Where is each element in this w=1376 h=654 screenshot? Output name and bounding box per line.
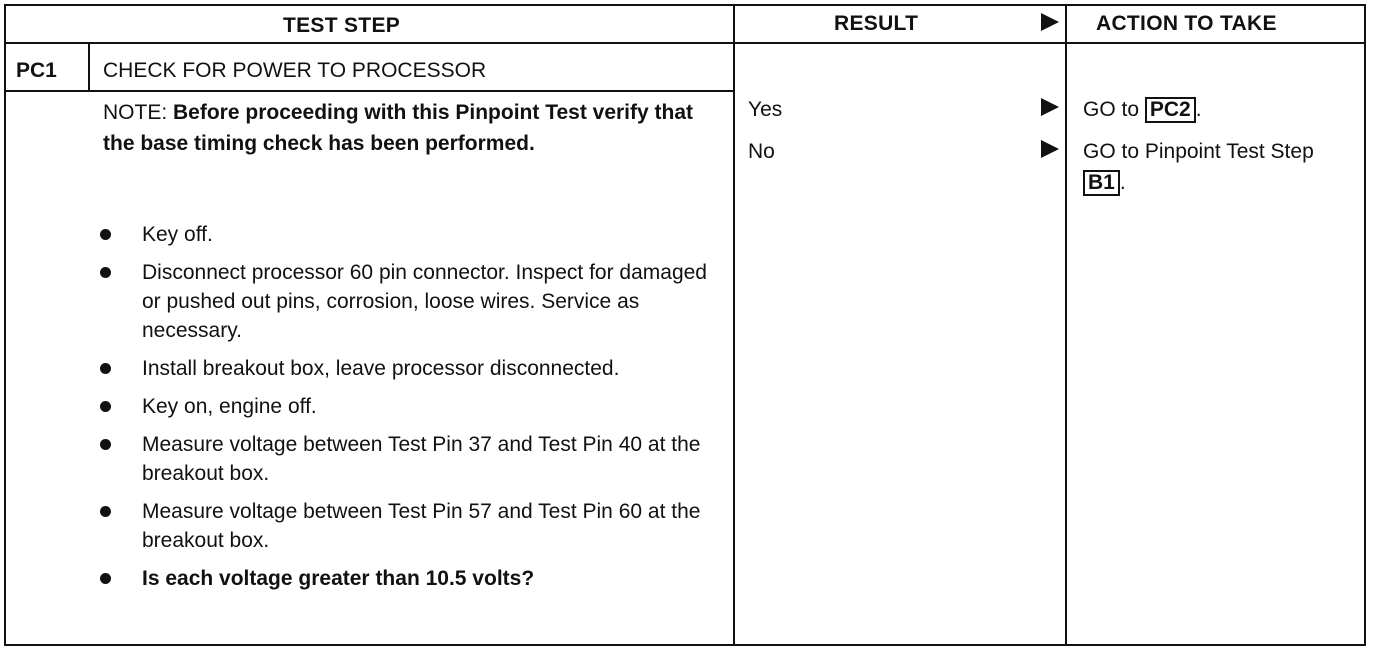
step-ref-link[interactable]: B1 [1083,170,1120,196]
result-arrow-icon [1041,98,1059,116]
bullet-icon [100,401,111,412]
step-note [103,97,713,159]
list-item: Is each voltage greater than 10.5 volts? [100,564,720,593]
header-result: RESULT [834,12,919,35]
bullet-icon [100,506,111,517]
step-ref-link[interactable]: PC2 [1145,97,1196,123]
note-lead: NOTE: [103,101,174,124]
bullet-icon [100,439,111,450]
list-item: Disconnect processor 60 pin connector. Inspect for damaged or pushed out pins, corrosion, loose wires. Service as necessary. [100,258,720,345]
step-instructions [100,220,720,602]
action-no: GO to Pinpoint Test Step B1 . [1083,140,1314,194]
list-item: Measure voltage between Test Pin 57 and Test Pin 60 at the breakout box. [100,497,720,555]
note-body: Before proceeding with this Pinpoint Test verify that the base timing check has been performed. [103,101,694,155]
list-item: Key on, engine off. [100,392,720,421]
result-no: No [748,140,775,163]
bullet-icon [100,229,111,240]
header-arrow-icon [1041,13,1059,31]
bullet-icon [100,573,111,584]
step-title: CHECK FOR POWER TO PROCESSOR [103,59,487,82]
step-title-rule [4,90,735,92]
list-item: Key off. [100,220,720,249]
step-id: PC1 [16,59,57,82]
header-rule [4,42,1366,44]
divider-step-id [88,44,90,92]
list-item: Install breakout box, leave processor disconnected. [100,354,720,383]
header-action: ACTION TO TAKE [1096,12,1277,35]
divider-result-action [1065,4,1067,646]
result-yes: Yes [748,98,783,121]
header-test-step: TEST STEP [283,14,401,37]
list-item: Measure voltage between Test Pin 37 and Test Pin 40 at the breakout box. [100,430,720,488]
bullet-icon [100,363,111,374]
bullet-icon [100,267,111,278]
action-yes: GO to PC2 . [1083,98,1202,121]
divider-test-result [733,4,735,646]
result-arrow-icon [1041,140,1059,158]
